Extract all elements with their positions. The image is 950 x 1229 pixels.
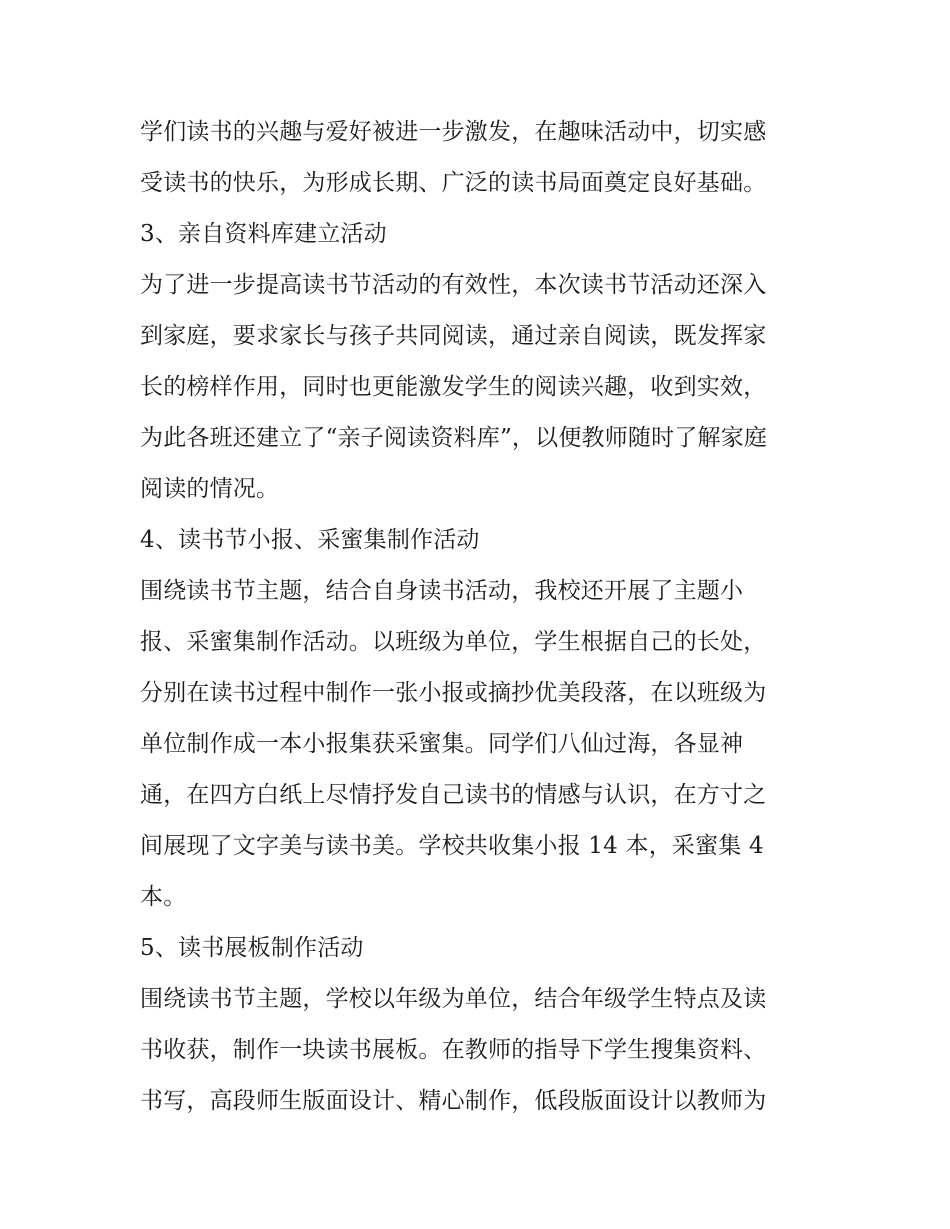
text-line: 书写，高段师生版面设计、精心制作，低段版面设计以教师为 [140, 1088, 767, 1114]
section-heading: 4、读书节小报、采蜜集制作活动 [140, 527, 480, 553]
text-line: 间展现了文字美与读书美。学校共收集小报 14 本，采蜜集 4 [140, 833, 764, 859]
section-heading: 5、读书展板制作活动 [140, 935, 364, 961]
text-line: 围绕读书节主题，学校以年级为单位，结合年级学生特点及读 [140, 986, 767, 1012]
text-line: 围绕读书节主题，结合自身读书活动，我校还开展了主题小 [140, 578, 744, 604]
text-line: 分别在读书过程中制作一张小报或摘抄优美段落，在以班级为 [140, 680, 767, 706]
text-line: 单位制作成一本小报集获采蜜集。同学们八仙过海，各显神 [140, 731, 744, 757]
text-line: 到家庭，要求家长与孩子共同阅读，通过亲自阅读，既发挥家 [140, 323, 767, 349]
text-line: 本。 [140, 884, 187, 910]
text-line: 学们读书的兴趣与爱好被进一步激发，在趣味活动中，切实感 [140, 119, 767, 145]
document-body [140, 107, 812, 1127]
text-line: 通，在四方白纸上尽情抒发自己读书的情感与认识，在方寸之 [140, 782, 767, 808]
section-heading: 3、亲自资料库建立活动 [140, 221, 387, 247]
text-line: 为了进一步提高读书节活动的有效性，本次读书节活动还深入 [140, 272, 767, 298]
text-line: 书收获，制作一块读书展板。在教师的指导下学生搜集资料、 [140, 1037, 767, 1063]
text-line: 报、采蜜集制作活动。以班级为单位，学生根据自己的长处， [140, 629, 767, 655]
text-line: 为此各班还建立了“亲子阅读资料库”，以便教师随时了解家庭 [140, 425, 768, 451]
text-line: 长的榜样作用，同时也更能激发学生的阅读兴趣，收到实效， [140, 374, 767, 400]
text-line: 受读书的快乐，为形成长期、广泛的读书局面奠定良好基础。 [140, 170, 767, 196]
text-line: 阅读的情况。 [140, 476, 280, 502]
